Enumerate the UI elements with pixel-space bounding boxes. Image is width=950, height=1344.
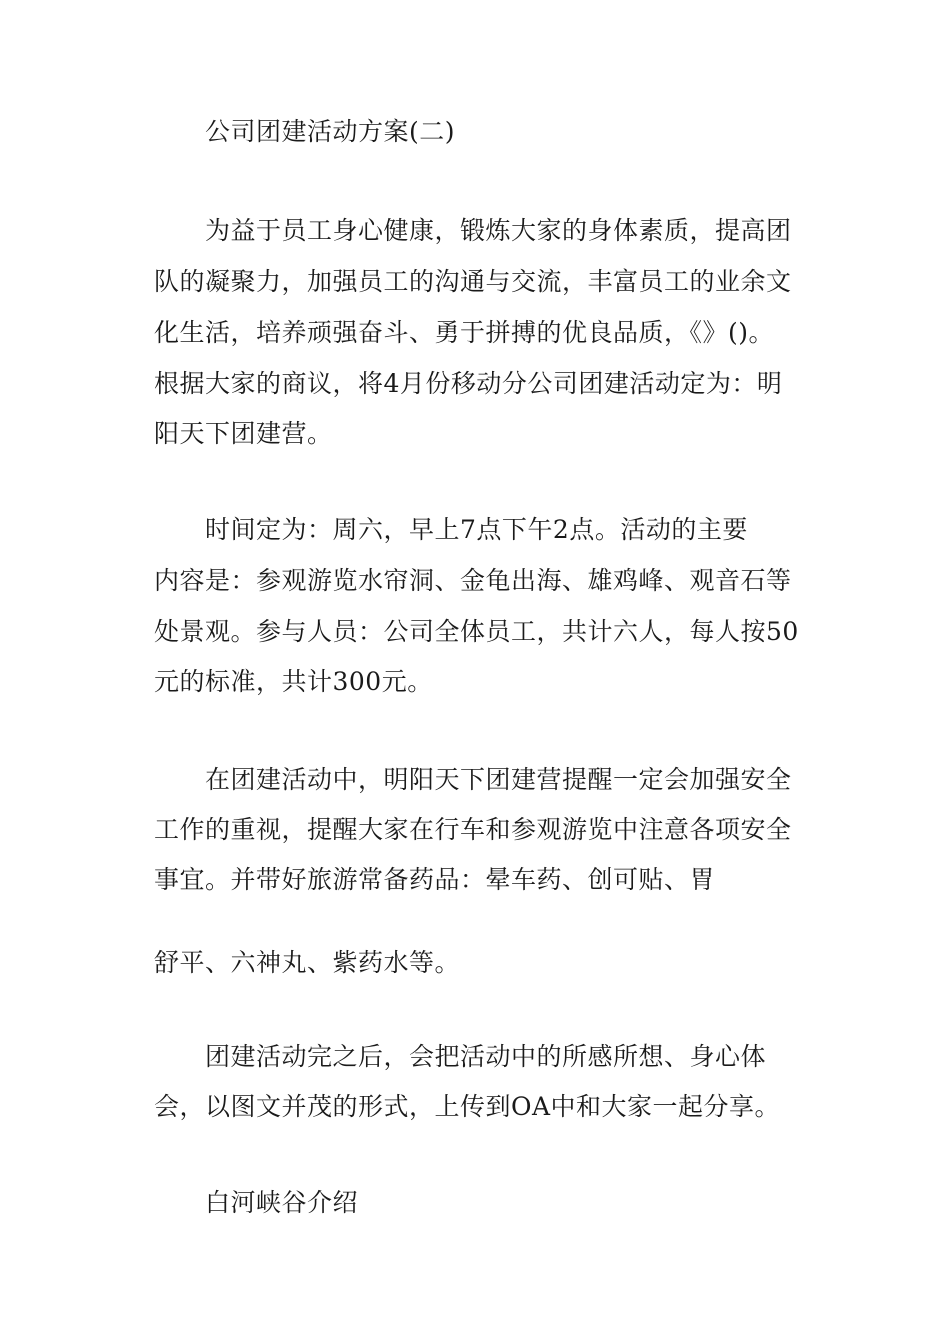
- paragraph-line: 处景观。参与人员：公司全体员工，共计六人，每人按50: [154, 617, 799, 646]
- paragraph-line: 工作的重视，提醒大家在行车和参观游览中注意各项安全: [154, 815, 792, 844]
- paragraph-line: 为益于员工身心健康，锻炼大家的身体素质，提高团: [205, 216, 792, 245]
- paragraph-line: 团建活动完之后，会把活动中的所感所想、身心体: [205, 1042, 767, 1071]
- paragraph-line: 元的标准，共计300元。: [154, 667, 433, 696]
- paragraph-line: 化生活，培养顽强奋斗、勇于拼搏的优良品质，《》()。: [154, 318, 775, 347]
- paragraph-line: 舒平、六神丸、紫药水等。: [154, 948, 461, 977]
- paragraph-line: 根据大家的商议，将4月份移动分公司团建活动定为：明: [154, 369, 783, 398]
- section-subheading: 白河峡谷介绍: [205, 1188, 359, 1217]
- document-title: 公司团建活动方案(二): [205, 117, 456, 146]
- paragraph-line: 会，以图文并茂的形式，上传到OA中和大家一起分享。: [154, 1092, 781, 1121]
- paragraph-line: 事宜。并带好旅游常备药品：晕车药、创可贴、胃: [154, 865, 716, 894]
- paragraph-line: 在团建活动中，明阳天下团建营提醒一定会加强安全: [205, 765, 792, 794]
- paragraph-line: 队的凝聚力，加强员工的沟通与交流，丰富员工的业余文: [154, 267, 792, 296]
- paragraph-line: 阳天下团建营。: [154, 419, 333, 448]
- paragraph-line: 时间定为：周六，早上7点下午2点。活动的主要: [205, 515, 748, 544]
- paragraph-line: 内容是：参观游览水帘洞、金龟出海、雄鸡峰、观音石等: [154, 566, 792, 595]
